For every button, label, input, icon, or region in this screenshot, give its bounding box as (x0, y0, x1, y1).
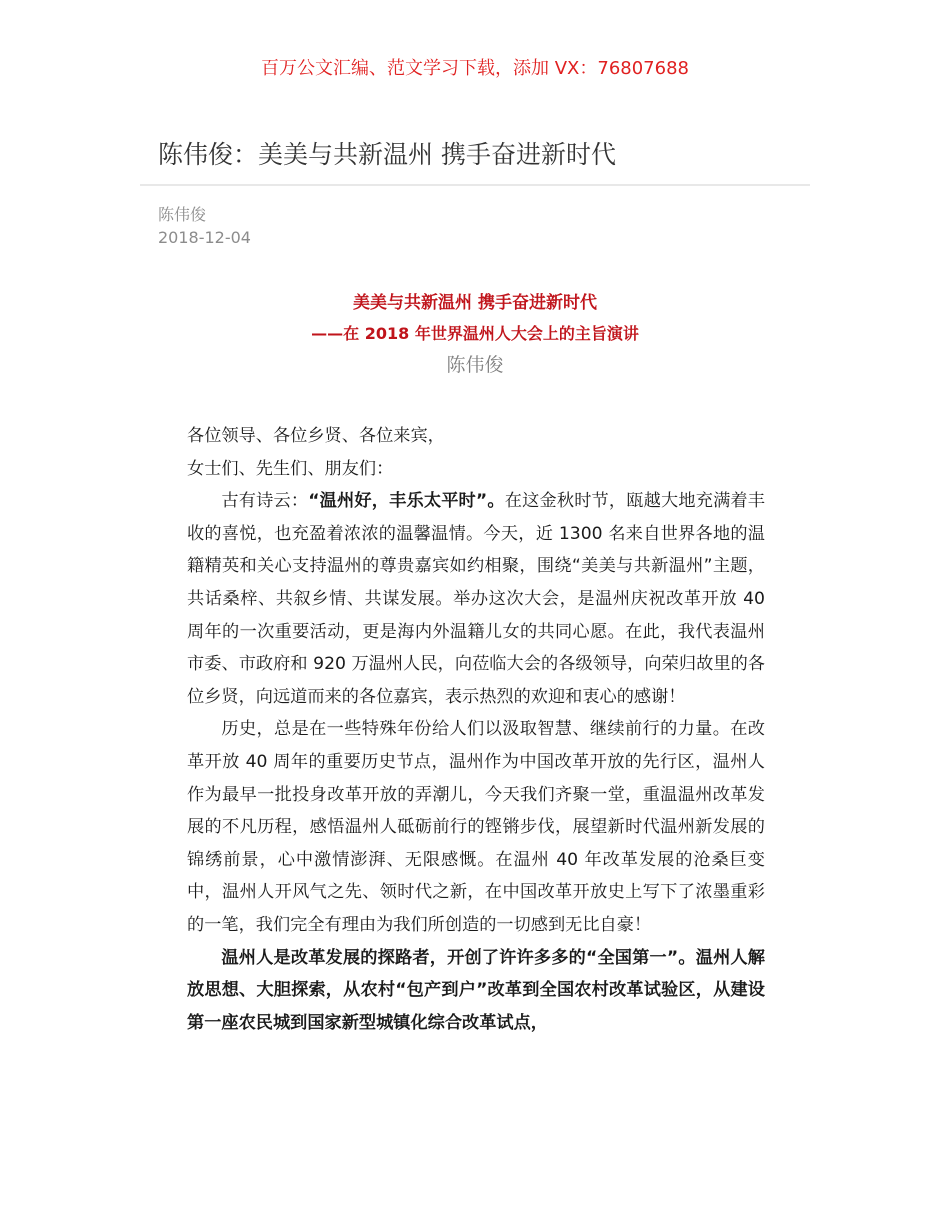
speech-author: 陈伟俊 (446, 354, 504, 376)
salutation-line: 各位领导、各位乡贤、各位来宾， (187, 426, 445, 446)
speech-subtitle: ——在 2018 年世界温州人大会上的主旨演讲 (311, 324, 639, 343)
poem-quote: “温州好，丰乐太平时”。 (308, 491, 505, 512)
speech-title: 美美与共新温州 携手奋进新时代 (353, 293, 597, 313)
paragraph: 历史，总是在一些特殊年份给人们以汲取智慧、继续前行的力量。在改革开放 40 周年的重要历史节点，温州作为中国改革开放的先行区，温州人作为最早一批投身改革开放的弄潮儿，今天我们齐聚一堂，重温温州改革发展的不凡历程，感悟温州人砥砺前行的铿锵步伐，展望新时代温州新发展的锦绣前景，心中激情澎湃、无限感慨。在温州 40 年改革发展的沧桑巨变中，温州人开风气之先、领时代之新，在中国改革开放史上写下了浓墨重彩的一笔，我们完全有理由为我们所创造的一切感到无比自豪！ (187, 719, 765, 935)
paragraph-lead: 古有诗云： (221, 491, 309, 512)
salutation-line: 女士们、先生们、朋友们： (187, 458, 394, 479)
paragraph-bold: 温州人是改革发展的探路者，开创了许许多多的“全国第一”。温州人解放思想、大胆探索，从农村“包产到户”改革到全国农村改革试验区，从建设第一座农民城到国家新型城镇化综合改革试点， (187, 947, 765, 1033)
speech-heading (0, 290, 950, 379)
paragraph (187, 485, 765, 713)
article-date: 2018-12-04 (158, 228, 251, 247)
title-divider (140, 184, 810, 186)
article-author: 陈伟俊 (158, 205, 207, 224)
article-title: 陈伟俊：美美与共新温州 携手奋进新时代 (158, 140, 616, 169)
article-meta (158, 203, 251, 249)
speech-body (187, 420, 765, 1039)
promo-banner: 百万公文汇编、范文学习下载，添加 VX：76807688 (261, 58, 689, 79)
paragraph-text: 在这金秋时节，瓯越大地充满着丰收的喜悦，也充盈着浓浓的温馨温情。今天，近 1300 名来自世界各地的温籍精英和关心支持温州的尊贵嘉宾如约相聚，围绕“美美与共新温州”主题，共话桑梓、共叙乡情、共谋发展。举办这次大会，是温州庆祝改革开放 40 周年的一次重要活动，更是海内外温籍儿女的共同心愿。在此，我代表温州市委、市政府和 920 万温州人民，向莅临大会的各级领导，向荣归故里的各位乡贤，向远道而来的各位嘉宾，表示热烈的欢迎和衷心的感谢！ (187, 491, 765, 707)
